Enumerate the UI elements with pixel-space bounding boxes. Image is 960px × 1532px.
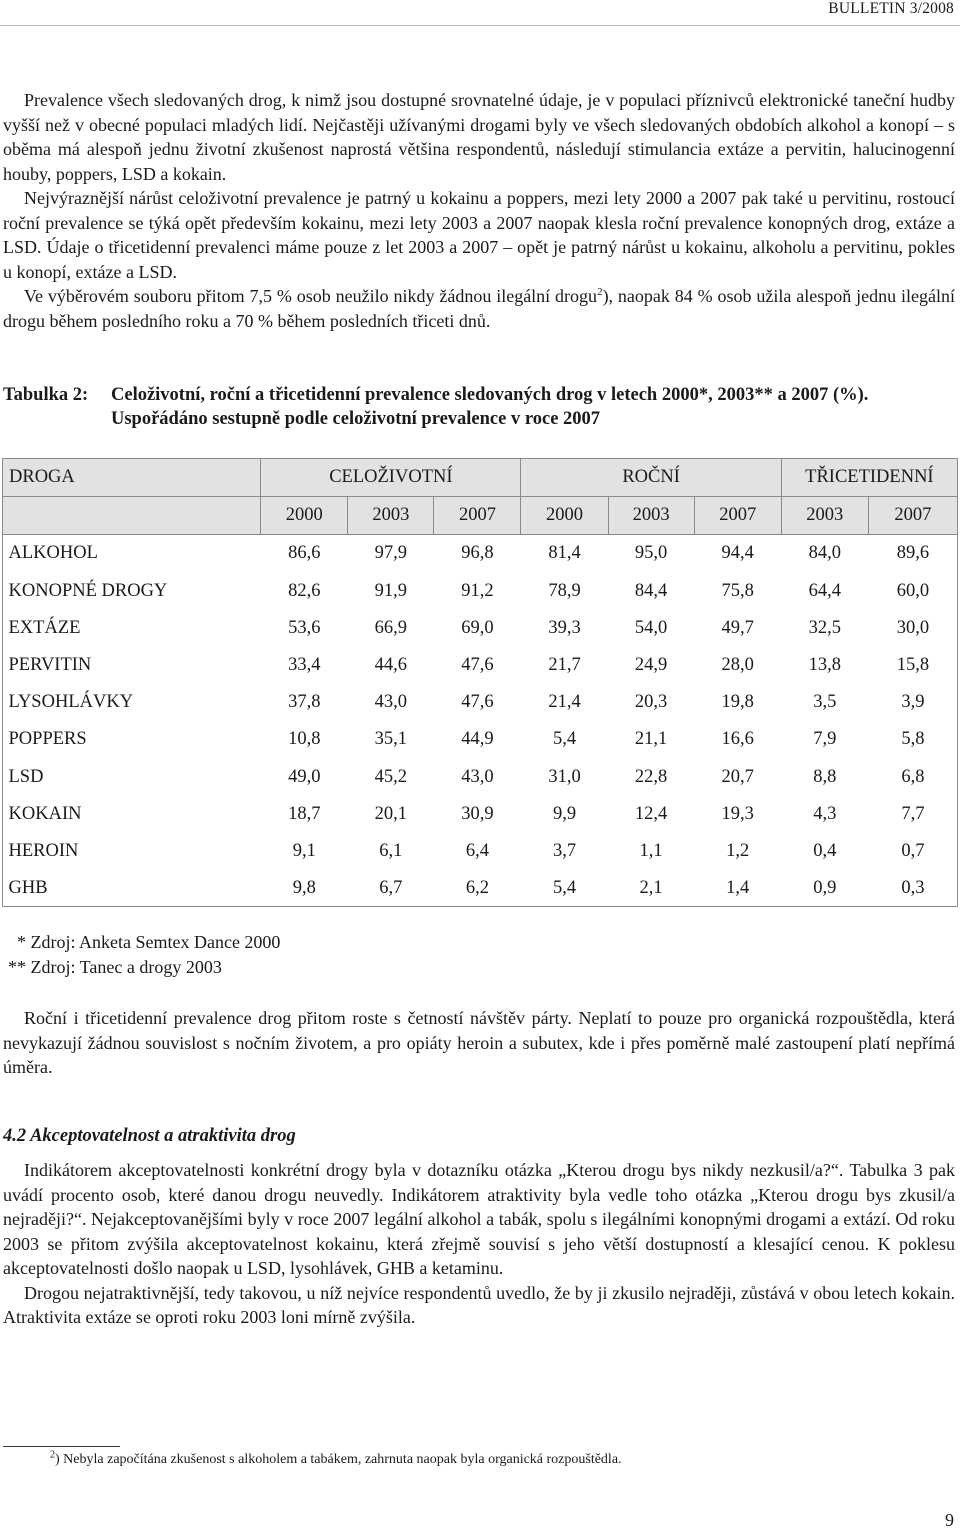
prevalence-value: 91,9 xyxy=(348,573,434,610)
prevalence-value: 84,4 xyxy=(608,573,694,610)
page-number: 9 xyxy=(945,1510,954,1530)
prevalence-value: 82,6 xyxy=(261,573,348,610)
paragraph-text: Ve výběrovém souboru přitom 7,5 % osob neužilo nikdy žádnou ilegální drogu xyxy=(24,286,598,306)
prevalence-value: 53,6 xyxy=(261,610,348,647)
prevalence-value: 30,0 xyxy=(868,610,957,647)
table-row xyxy=(3,647,958,684)
prevalence-value: 54,0 xyxy=(608,610,694,647)
prevalence-value: 33,4 xyxy=(261,647,348,684)
prevalence-value: 3,7 xyxy=(521,833,608,870)
prevalence-value: 60,0 xyxy=(868,573,957,610)
footnote-number: 2 xyxy=(50,1449,55,1461)
prevalence-value: 19,8 xyxy=(694,684,781,721)
header-year: 2003 xyxy=(348,497,434,535)
table-row xyxy=(3,796,958,833)
prevalence-value: 15,8 xyxy=(868,647,957,684)
prevalence-value: 3,9 xyxy=(868,684,957,721)
footnote-divider xyxy=(3,1446,120,1447)
prevalence-value: 22,8 xyxy=(608,759,694,796)
prevalence-value: 37,8 xyxy=(261,684,348,721)
intro-text xyxy=(3,88,955,333)
prevalence-value: 9,1 xyxy=(261,833,348,870)
prevalence-value: 45,2 xyxy=(348,759,434,796)
prevalence-value: 9,8 xyxy=(261,870,348,907)
prevalence-value: 0,3 xyxy=(868,870,957,907)
header-group: TŘICETIDENNÍ xyxy=(781,459,957,497)
drug-name: KONOPNÉ DROGY xyxy=(3,573,261,610)
prevalence-value: 20,1 xyxy=(348,796,434,833)
prevalence-value: 81,4 xyxy=(521,535,608,573)
prevalence-value: 5,4 xyxy=(521,870,608,907)
header-empty xyxy=(3,497,261,535)
prevalence-value: 2,1 xyxy=(608,870,694,907)
table-body xyxy=(3,535,958,907)
prevalence-value: 21,1 xyxy=(608,721,694,758)
prevalence-value: 30,9 xyxy=(434,796,521,833)
prevalence-value: 6,4 xyxy=(434,833,521,870)
prevalence-value: 24,9 xyxy=(608,647,694,684)
prevalence-value: 6,2 xyxy=(434,870,521,907)
prevalence-value: 49,0 xyxy=(261,759,348,796)
prevalence-value: 89,6 xyxy=(868,535,957,573)
prevalence-value: 1,4 xyxy=(694,870,781,907)
table-note: * Zdroj: Anketa Semtex Dance 2000 xyxy=(8,932,281,952)
prevalence-value: 16,6 xyxy=(694,721,781,758)
paragraph: Nejvýraznější nárůst celoživotní prevalence je patrný u kokainu a poppers, mezi lety 2000 a 2007 pak také u pervitinu, rostoucí roční prevalence se týká opět především kokainu, mezi lety 2003 a 2007 naopak klesla roční prevalence konopných drog, extáze a LSD. Údaje o třicetidenní prevalenci máme pouze z let 2003 a 2007 – opět je patrný nárůst u kokainu, alkoholu a pervitinu, pokles u konopí, extáze a LSD. xyxy=(3,188,955,282)
prevalence-value: 21,7 xyxy=(521,647,608,684)
table-row xyxy=(3,610,958,647)
header-divider xyxy=(0,25,960,26)
drug-name: EXTÁZE xyxy=(3,610,261,647)
prevalence-value: 7,7 xyxy=(868,796,957,833)
drug-name: KOKAIN xyxy=(3,796,261,833)
prevalence-value: 84,0 xyxy=(781,535,868,573)
paragraph-with-footnote xyxy=(3,284,955,333)
footnote-text: Nebyla započítána zkušenost s alkoholem a tabákem, zahrnuta naopak byla organická rozpouštědla. xyxy=(63,1452,622,1467)
header-year: 2003 xyxy=(781,497,868,535)
paragraph: Drogou nejatraktivnější, tedy takovou, u níž nejvíce respondentů uvedlo, že by ji zkusilo nejraději, zůstává v obou letech kokain. Atraktivita extáze se oproti roku 2003 loni mírně zvýšila. xyxy=(3,1282,955,1327)
prevalence-value: 47,6 xyxy=(434,684,521,721)
table-row xyxy=(3,870,958,907)
prevalence-value: 47,6 xyxy=(434,647,521,684)
header-year: 2003 xyxy=(608,497,694,535)
prevalence-value: 43,0 xyxy=(434,759,521,796)
prevalence-value: 43,0 xyxy=(348,684,434,721)
header-year: 2000 xyxy=(261,497,348,535)
prevalence-value: 20,3 xyxy=(608,684,694,721)
prevalence-value: 86,6 xyxy=(261,535,348,573)
table-row xyxy=(3,721,958,758)
prevalence-value: 66,9 xyxy=(348,610,434,647)
prevalence-value: 1,2 xyxy=(694,833,781,870)
prevalence-value: 28,0 xyxy=(694,647,781,684)
paragraph: Indikátorem akceptovatelnosti konkrétní drogy byla v dotazníku otázka „Kterou drogu bys nikdy nezkusil/a?“. Tabulka 3 pak uvádí procento osob, které danou drogu neuvedly. Indikátorem atraktivity byla vedle toho otázka „Kterou drogu bys zkusil/a nejraději?“. Nejakceptovanějšími byly v roce 2007 legální alkohol a tabák, spolu s ilegálními konopnými drogami a extází. Od roku 2003 se přitom zvýšila akceptovatelnost kokainu, která zřejmě souvisí s jeho větší dostupností a klesající cenou. K poklesu akceptovatelnosti došlo naopak u LSD, lysohlávek, GHB a ketaminu. xyxy=(3,1160,955,1278)
prevalence-value: 8,8 xyxy=(781,759,868,796)
prevalence-value: 10,8 xyxy=(261,721,348,758)
running-header: BULLETIN 3/2008 xyxy=(828,0,954,17)
header-year: 2007 xyxy=(694,497,781,535)
prevalence-value: 95,0 xyxy=(608,535,694,573)
prevalence-value: 0,9 xyxy=(781,870,868,907)
prevalence-value: 20,7 xyxy=(694,759,781,796)
table-row xyxy=(3,833,958,870)
prevalence-value: 96,8 xyxy=(434,535,521,573)
prevalence-value: 44,6 xyxy=(348,647,434,684)
prevalence-value: 12,4 xyxy=(608,796,694,833)
prevalence-value: 49,7 xyxy=(694,610,781,647)
table-row xyxy=(3,535,958,573)
prevalence-value: 4,3 xyxy=(781,796,868,833)
prevalence-value: 1,1 xyxy=(608,833,694,870)
header-year: 2007 xyxy=(434,497,521,535)
prevalence-value: 97,9 xyxy=(348,535,434,573)
table-header-row xyxy=(3,459,958,497)
paragraph: Roční i třicetidenní prevalence drog přitom roste s četností návštěv párty. Neplatí to pouze pro organická rozpouštědla, která nevykazují žádnou souvislost s nočním životem, a pro opiáty heroin a subutex, kde i přes poměrně malé zastoupení platí nepřímá úměra. xyxy=(3,1008,955,1077)
table-note: ** Zdroj: Tanec a drogy 2003 xyxy=(8,957,222,977)
prevalence-value: 0,4 xyxy=(781,833,868,870)
prevalence-value: 78,9 xyxy=(521,573,608,610)
footnote: $^2$) Nebyla započítána zkušenost s alkoholem a tabákem, zahrnuta naopak byla organická rozpouštědla. xyxy=(50,1449,622,1467)
header-drug: DROGA xyxy=(3,459,261,497)
table-row xyxy=(3,759,958,796)
section-heading: 4.2 Akceptovatelnost a atraktivita drog xyxy=(3,1126,296,1146)
header-year: 2000 xyxy=(521,497,608,535)
prevalence-value: 75,8 xyxy=(694,573,781,610)
prevalence-value: 35,1 xyxy=(348,721,434,758)
drug-name: ALKOHOL xyxy=(3,535,261,573)
prevalence-value: 13,8 xyxy=(781,647,868,684)
drug-name: LSD xyxy=(3,759,261,796)
header-group: CELOŽIVOTNÍ xyxy=(261,459,521,497)
paragraph-text: ), naopak 84 % osob užila alespoň jednu ilegální drogu během posledního roku a 70 % během posledních třiceti dnů. xyxy=(3,286,955,331)
prevalence-table xyxy=(2,458,958,907)
prevalence-value: 21,4 xyxy=(521,684,608,721)
drug-name: HEROIN xyxy=(3,833,261,870)
header-year: 2007 xyxy=(868,497,957,535)
prevalence-value: 18,7 xyxy=(261,796,348,833)
after-table-text xyxy=(3,1006,955,1080)
prevalence-value: 91,2 xyxy=(434,573,521,610)
prevalence-value: 0,7 xyxy=(868,833,957,870)
prevalence-value: 19,3 xyxy=(694,796,781,833)
drug-name: LYSOHLÁVKY xyxy=(3,684,261,721)
table-row xyxy=(3,684,958,721)
header-group: ROČNÍ xyxy=(521,459,781,497)
prevalence-value: 32,5 xyxy=(781,610,868,647)
table-row xyxy=(3,573,958,610)
prevalence-value: 6,7 xyxy=(348,870,434,907)
prevalence-value: 44,9 xyxy=(434,721,521,758)
section-text xyxy=(3,1158,955,1330)
prevalence-value: 64,4 xyxy=(781,573,868,610)
footnote-reference[interactable]: 2 xyxy=(597,286,603,298)
table-caption xyxy=(3,383,958,431)
prevalence-value: 31,0 xyxy=(521,759,608,796)
table-caption-text: Celoživotní, roční a třicetidenní prevalence sledovaných drog v letech 2000*, 2003** a 2007 (%). Uspořádáno sestupně podle celoživotní prevalence v roce 2007 xyxy=(111,385,869,429)
drug-name: GHB xyxy=(3,870,261,907)
drug-name: PERVITIN xyxy=(3,647,261,684)
paragraph: Prevalence všech sledovaných drog, k nimž jsou dostupné srovnatelné údaje, je v populaci příznivců elektronické taneční hudby vyšší než v obecné populaci mladých lidí. Nejčastěji užívanými drogami byly ve všech sledovaných obdobích alkohol a konopí – s oběma má alespoň jednu životní zkušenost naprostá většina respondentů, následují stimulancia extáze a pervitin, halucinogenní houby, poppers, LSD a kokain. xyxy=(3,90,955,184)
table-notes xyxy=(8,930,280,980)
prevalence-value: 94,4 xyxy=(694,535,781,573)
table-caption-label: Tabulka 2: xyxy=(3,385,89,405)
table-years-row xyxy=(3,497,958,535)
prevalence-value: 9,9 xyxy=(521,796,608,833)
prevalence-value: 7,9 xyxy=(781,721,868,758)
prevalence-value: 5,8 xyxy=(868,721,957,758)
prevalence-value: 5,4 xyxy=(521,721,608,758)
prevalence-value: 3,5 xyxy=(781,684,868,721)
prevalence-value: 6,8 xyxy=(868,759,957,796)
prevalence-value: 39,3 xyxy=(521,610,608,647)
prevalence-value: 69,0 xyxy=(434,610,521,647)
prevalence-value: 6,1 xyxy=(348,833,434,870)
drug-name: POPPERS xyxy=(3,721,261,758)
